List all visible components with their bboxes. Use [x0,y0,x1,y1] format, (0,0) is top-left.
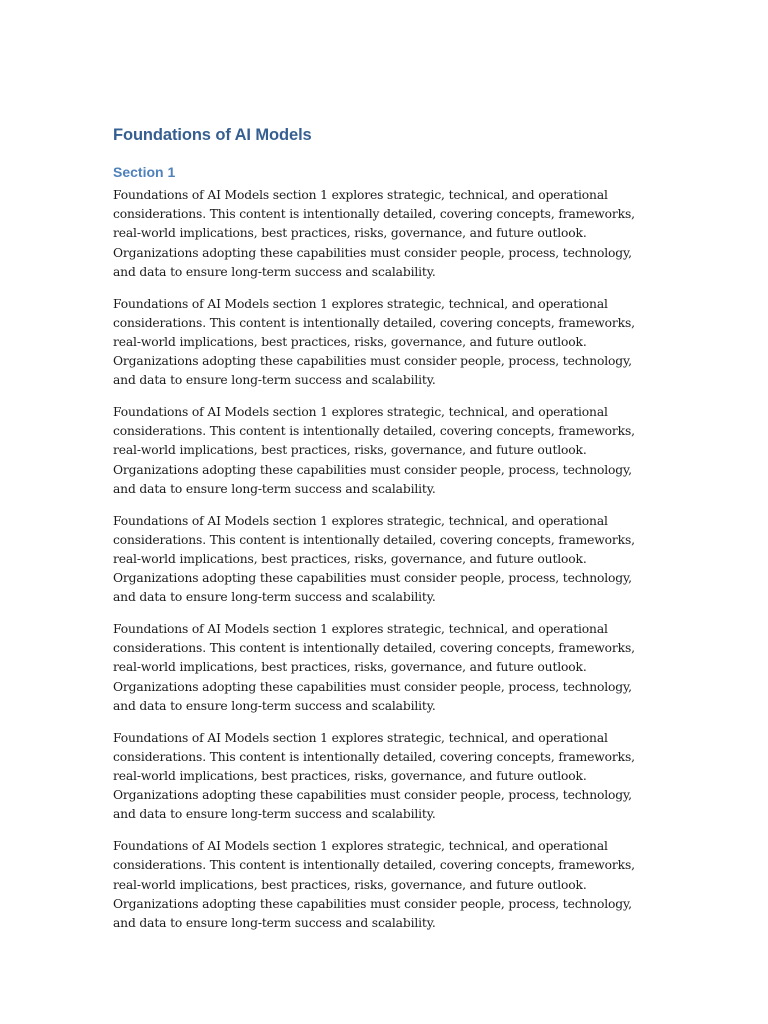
paragraph: Foundations of AI Models section 1 explores strategic, technical, and operational considerations. This content is intentionally detailed, covering concepts, frameworks, real-world implications, best practices, risks, governance, and future outlook. Organizations adopting these capabilities must consider people, process, technology, and data to ensure long-term success and scalability. [113,405,635,496]
paragraph: Foundations of AI Models section 1 explores strategic, technical, and operational considerations. This content is intentionally detailed, covering concepts, frameworks, real-world implications, best practices, risks, governance, and future outlook. Organizations adopting these capabilities must consider people, process, technology, and data to ensure long-term success and scalability. [113,513,635,605]
paragraph: Foundations of AI Models section 1 explores strategic, technical, and operational considerations. This content is intentionally detailed, covering concepts, frameworks, real-world implications, best practices, risks, governance, and future outlook. Organizations adopting these capabilities must consider people, process, technology, and data to ensure long-term success and scalability. [113,839,635,930]
paragraph: Foundations of AI Models section 1 explores strategic, technical, and operational considerations. This content is intentionally detailed, covering concepts, frameworks, real-world implications, best practices, risks, governance, and future outlook. Organizations adopting these capabilities must consider people, process, technology, and data to ensure long-term success and scalability. [113,622,635,713]
document-title: Foundations of AI Models [113,126,312,144]
paragraph: Foundations of AI Models section 1 explores strategic, technical, and operational considerations. This content is intentionally detailed, covering concepts, frameworks, real-world implications, best practices, risks, governance, and future outlook. Organizations adopting these capabilities must consider people, process, technology, and data to ensure long-term success and scalability. [113,296,635,388]
section-1 [113,162,653,933]
paragraph: Foundations of AI Models section 1 explores strategic, technical, and operational considerations. This content is intentionally detailed, covering concepts, frameworks, real-world implications, best practices, risks, governance, and future outlook. Organizations adopting these capabilities must consider people, process, technology, and data to ensure long-term success and scalability. [113,730,635,822]
section-heading: Section 1 [113,164,176,180]
paragraph: Foundations of AI Models section 1 explores strategic, technical, and operational considerations. This content is intentionally detailed, covering concepts, frameworks, real-world implications, best practices, risks, governance, and future outlook. Organizations adopting these capabilities must consider people, process, technology, and data to ensure long-term success and scalability. [113,188,635,279]
document-page [113,124,653,946]
